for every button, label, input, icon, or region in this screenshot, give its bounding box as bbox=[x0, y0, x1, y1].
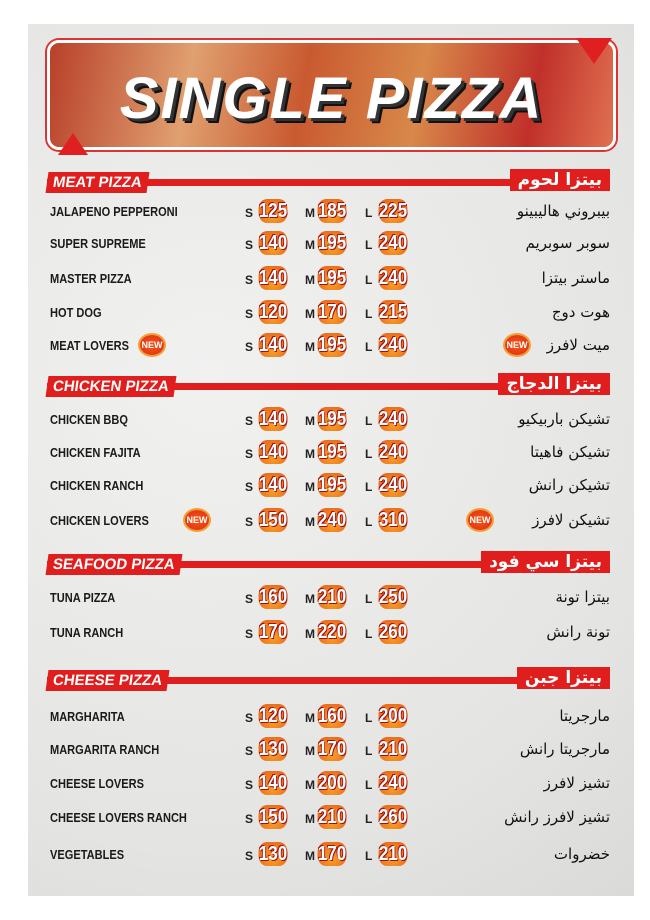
price-l: 200 bbox=[378, 705, 408, 727]
item-name-en: VEGETABLES bbox=[50, 847, 125, 862]
price-l: 240 bbox=[378, 772, 408, 794]
section-header bbox=[47, 670, 610, 692]
size-label-s: S bbox=[245, 778, 254, 792]
size-label-s: S bbox=[245, 711, 254, 725]
price-l: 210 bbox=[378, 843, 408, 865]
price-s: 125 bbox=[258, 200, 288, 222]
menu-item bbox=[0, 583, 650, 613]
pizza-slice-icon bbox=[576, 38, 612, 64]
price-m: 240 bbox=[317, 509, 347, 531]
section-title-en: CHICKEN PIZZA bbox=[46, 376, 177, 397]
price-l: 210 bbox=[378, 738, 408, 760]
item-name-ar: خضروات bbox=[553, 845, 610, 863]
size-label-l: L bbox=[365, 849, 373, 863]
price-s: 140 bbox=[258, 334, 288, 356]
pizza-slice-icon bbox=[58, 133, 88, 155]
price-l: 215 bbox=[378, 301, 408, 323]
price-m: 185 bbox=[317, 200, 347, 222]
new-badge-ar: NEW bbox=[468, 510, 492, 530]
item-name-en: CHICKEN RANCH bbox=[50, 478, 144, 493]
menu-item bbox=[0, 197, 650, 227]
size-label-m: M bbox=[305, 627, 315, 641]
size-label-l: L bbox=[365, 744, 373, 758]
item-name-en: CHEESE LOVERS bbox=[50, 776, 144, 791]
size-label-l: L bbox=[365, 592, 373, 606]
price-s: 140 bbox=[258, 772, 288, 794]
size-label-m: M bbox=[305, 744, 315, 758]
menu-item bbox=[0, 264, 650, 294]
item-name-ar: تشيكن رانش bbox=[528, 476, 610, 494]
size-label-s: S bbox=[245, 515, 254, 529]
item-name-en: MEAT LOVERS bbox=[50, 338, 129, 353]
price-l: 240 bbox=[378, 441, 408, 463]
section-title-en: MEAT PIZZA bbox=[46, 172, 150, 193]
item-name-ar: تونة رانش bbox=[546, 623, 610, 641]
size-label-l: L bbox=[365, 238, 373, 252]
item-name-en: MARGARITA RANCH bbox=[50, 742, 160, 757]
item-name-ar: بيتزا تونة bbox=[555, 588, 610, 606]
item-name-en: MASTER PIZZA bbox=[50, 271, 132, 286]
size-label-s: S bbox=[245, 744, 254, 758]
section-header bbox=[47, 172, 610, 194]
price-s: 130 bbox=[258, 843, 288, 865]
size-label-l: L bbox=[365, 414, 373, 428]
size-label-m: M bbox=[305, 206, 315, 220]
menu-item bbox=[0, 405, 650, 435]
size-label-m: M bbox=[305, 778, 315, 792]
section-title-en: SEAFOOD PIZZA bbox=[46, 554, 183, 575]
size-label-m: M bbox=[305, 480, 315, 494]
size-label-m: M bbox=[305, 711, 315, 725]
size-label-l: L bbox=[365, 778, 373, 792]
menu-item bbox=[0, 331, 650, 361]
size-label-l: L bbox=[365, 206, 373, 220]
size-label-m: M bbox=[305, 238, 315, 252]
price-s: 140 bbox=[258, 408, 288, 430]
item-name-ar: مارجريتا رانش bbox=[519, 740, 610, 758]
price-l: 260 bbox=[378, 806, 408, 828]
price-m: 200 bbox=[317, 772, 347, 794]
price-s: 150 bbox=[258, 806, 288, 828]
size-label-l: L bbox=[365, 340, 373, 354]
price-m: 160 bbox=[317, 705, 347, 727]
price-s: 130 bbox=[258, 738, 288, 760]
item-name-ar: تشيكن باربيكيو bbox=[518, 410, 610, 428]
price-l: 240 bbox=[378, 408, 408, 430]
menu-item bbox=[0, 298, 650, 328]
item-name-ar: تشيكن لافرز bbox=[532, 511, 610, 529]
new-badge-en: NEW bbox=[140, 335, 164, 355]
item-name-en: HOT DOG bbox=[50, 305, 102, 320]
price-m: 220 bbox=[317, 621, 347, 643]
price-s: 120 bbox=[258, 705, 288, 727]
price-m: 170 bbox=[317, 843, 347, 865]
menu-item bbox=[0, 803, 650, 833]
item-name-ar: تشيز لافرز رانش bbox=[504, 808, 610, 826]
price-m: 195 bbox=[317, 441, 347, 463]
section-title-ar: بيتزا سي فود bbox=[481, 551, 610, 573]
size-label-s: S bbox=[245, 849, 254, 863]
section-title-en: CHEESE PIZZA bbox=[46, 670, 170, 691]
size-label-s: S bbox=[245, 273, 254, 287]
item-name-en: TUNA RANCH bbox=[50, 625, 124, 640]
size-label-l: L bbox=[365, 307, 373, 321]
menu-item bbox=[0, 506, 650, 536]
price-s: 120 bbox=[258, 301, 288, 323]
size-label-m: M bbox=[305, 812, 315, 826]
item-name-en: SUPER SUPREME bbox=[50, 236, 146, 251]
title-banner bbox=[47, 40, 616, 150]
price-m: 170 bbox=[317, 301, 347, 323]
size-label-l: L bbox=[365, 515, 373, 529]
size-label-m: M bbox=[305, 592, 315, 606]
item-name-ar: مارجريتا bbox=[559, 707, 610, 725]
size-label-s: S bbox=[245, 627, 254, 641]
section-header bbox=[47, 554, 610, 576]
size-label-m: M bbox=[305, 340, 315, 354]
item-name-ar: تشيز لافرز bbox=[543, 774, 610, 792]
section-title-ar: بيتزا الدجاج bbox=[498, 373, 610, 395]
section-header bbox=[47, 376, 610, 398]
size-label-l: L bbox=[365, 711, 373, 725]
size-label-s: S bbox=[245, 592, 254, 606]
menu-item bbox=[0, 735, 650, 765]
size-label-m: M bbox=[305, 273, 315, 287]
size-label-m: M bbox=[305, 307, 315, 321]
price-m: 195 bbox=[317, 408, 347, 430]
price-s: 170 bbox=[258, 621, 288, 643]
menu-item bbox=[0, 769, 650, 799]
price-l: 250 bbox=[378, 586, 408, 608]
price-m: 195 bbox=[317, 334, 347, 356]
item-name-ar: سوبر سوبريم bbox=[525, 234, 610, 252]
menu-item bbox=[0, 229, 650, 259]
size-label-s: S bbox=[245, 238, 254, 252]
size-label-l: L bbox=[365, 627, 373, 641]
item-name-ar: هوت دوج bbox=[551, 303, 610, 321]
size-label-m: M bbox=[305, 414, 315, 428]
price-l: 240 bbox=[378, 232, 408, 254]
size-label-l: L bbox=[365, 273, 373, 287]
item-name-en: CHICKEN BBQ bbox=[50, 412, 128, 427]
price-s: 160 bbox=[258, 586, 288, 608]
price-l: 240 bbox=[378, 334, 408, 356]
size-label-s: S bbox=[245, 812, 254, 826]
price-s: 140 bbox=[258, 267, 288, 289]
price-s: 150 bbox=[258, 509, 288, 531]
item-name-en: JALAPENO PEPPERONI bbox=[50, 204, 178, 219]
new-badge-en: NEW bbox=[185, 510, 209, 530]
price-s: 140 bbox=[258, 474, 288, 496]
size-label-s: S bbox=[245, 307, 254, 321]
menu-item bbox=[0, 471, 650, 501]
page-title: SINGLE PIZZA bbox=[119, 66, 544, 131]
item-name-ar: ماستر بيتزا bbox=[541, 269, 610, 287]
new-badge-ar: NEW bbox=[505, 335, 529, 355]
size-label-m: M bbox=[305, 515, 315, 529]
price-l: 240 bbox=[378, 474, 408, 496]
size-label-l: L bbox=[365, 480, 373, 494]
menu-item bbox=[0, 702, 650, 732]
menu-item bbox=[0, 618, 650, 648]
price-m: 195 bbox=[317, 267, 347, 289]
item-name-en: CHICKEN LOVERS bbox=[50, 513, 149, 528]
price-l: 240 bbox=[378, 267, 408, 289]
section-title-ar: بيتزا جبن bbox=[517, 667, 610, 689]
price-l: 310 bbox=[378, 509, 408, 531]
size-label-s: S bbox=[245, 206, 254, 220]
price-s: 140 bbox=[258, 232, 288, 254]
size-label-m: M bbox=[305, 849, 315, 863]
size-label-s: S bbox=[245, 480, 254, 494]
menu-item bbox=[0, 840, 650, 870]
price-m: 170 bbox=[317, 738, 347, 760]
section-title-ar: بيتزا لحوم bbox=[510, 169, 610, 191]
price-l: 225 bbox=[378, 200, 408, 222]
price-m: 210 bbox=[317, 806, 347, 828]
item-name-en: CHICKEN FAJITA bbox=[50, 445, 141, 460]
size-label-s: S bbox=[245, 340, 254, 354]
price-m: 195 bbox=[317, 474, 347, 496]
item-name-ar: تشيكن فاهيتا bbox=[530, 443, 610, 461]
size-label-m: M bbox=[305, 447, 315, 461]
price-m: 210 bbox=[317, 586, 347, 608]
size-label-s: S bbox=[245, 447, 254, 461]
size-label-l: L bbox=[365, 812, 373, 826]
size-label-s: S bbox=[245, 414, 254, 428]
price-m: 195 bbox=[317, 232, 347, 254]
item-name-ar: بيبروني هاليبينو bbox=[516, 202, 610, 220]
item-name-en: TUNA PIZZA bbox=[50, 590, 116, 605]
item-name-en: MARGHARITA bbox=[50, 709, 125, 724]
price-l: 260 bbox=[378, 621, 408, 643]
menu-item bbox=[0, 438, 650, 468]
price-s: 140 bbox=[258, 441, 288, 463]
size-label-l: L bbox=[365, 447, 373, 461]
item-name-ar: ميت لافرز bbox=[546, 336, 610, 354]
item-name-en: CHEESE LOVERS RANCH bbox=[50, 810, 187, 825]
